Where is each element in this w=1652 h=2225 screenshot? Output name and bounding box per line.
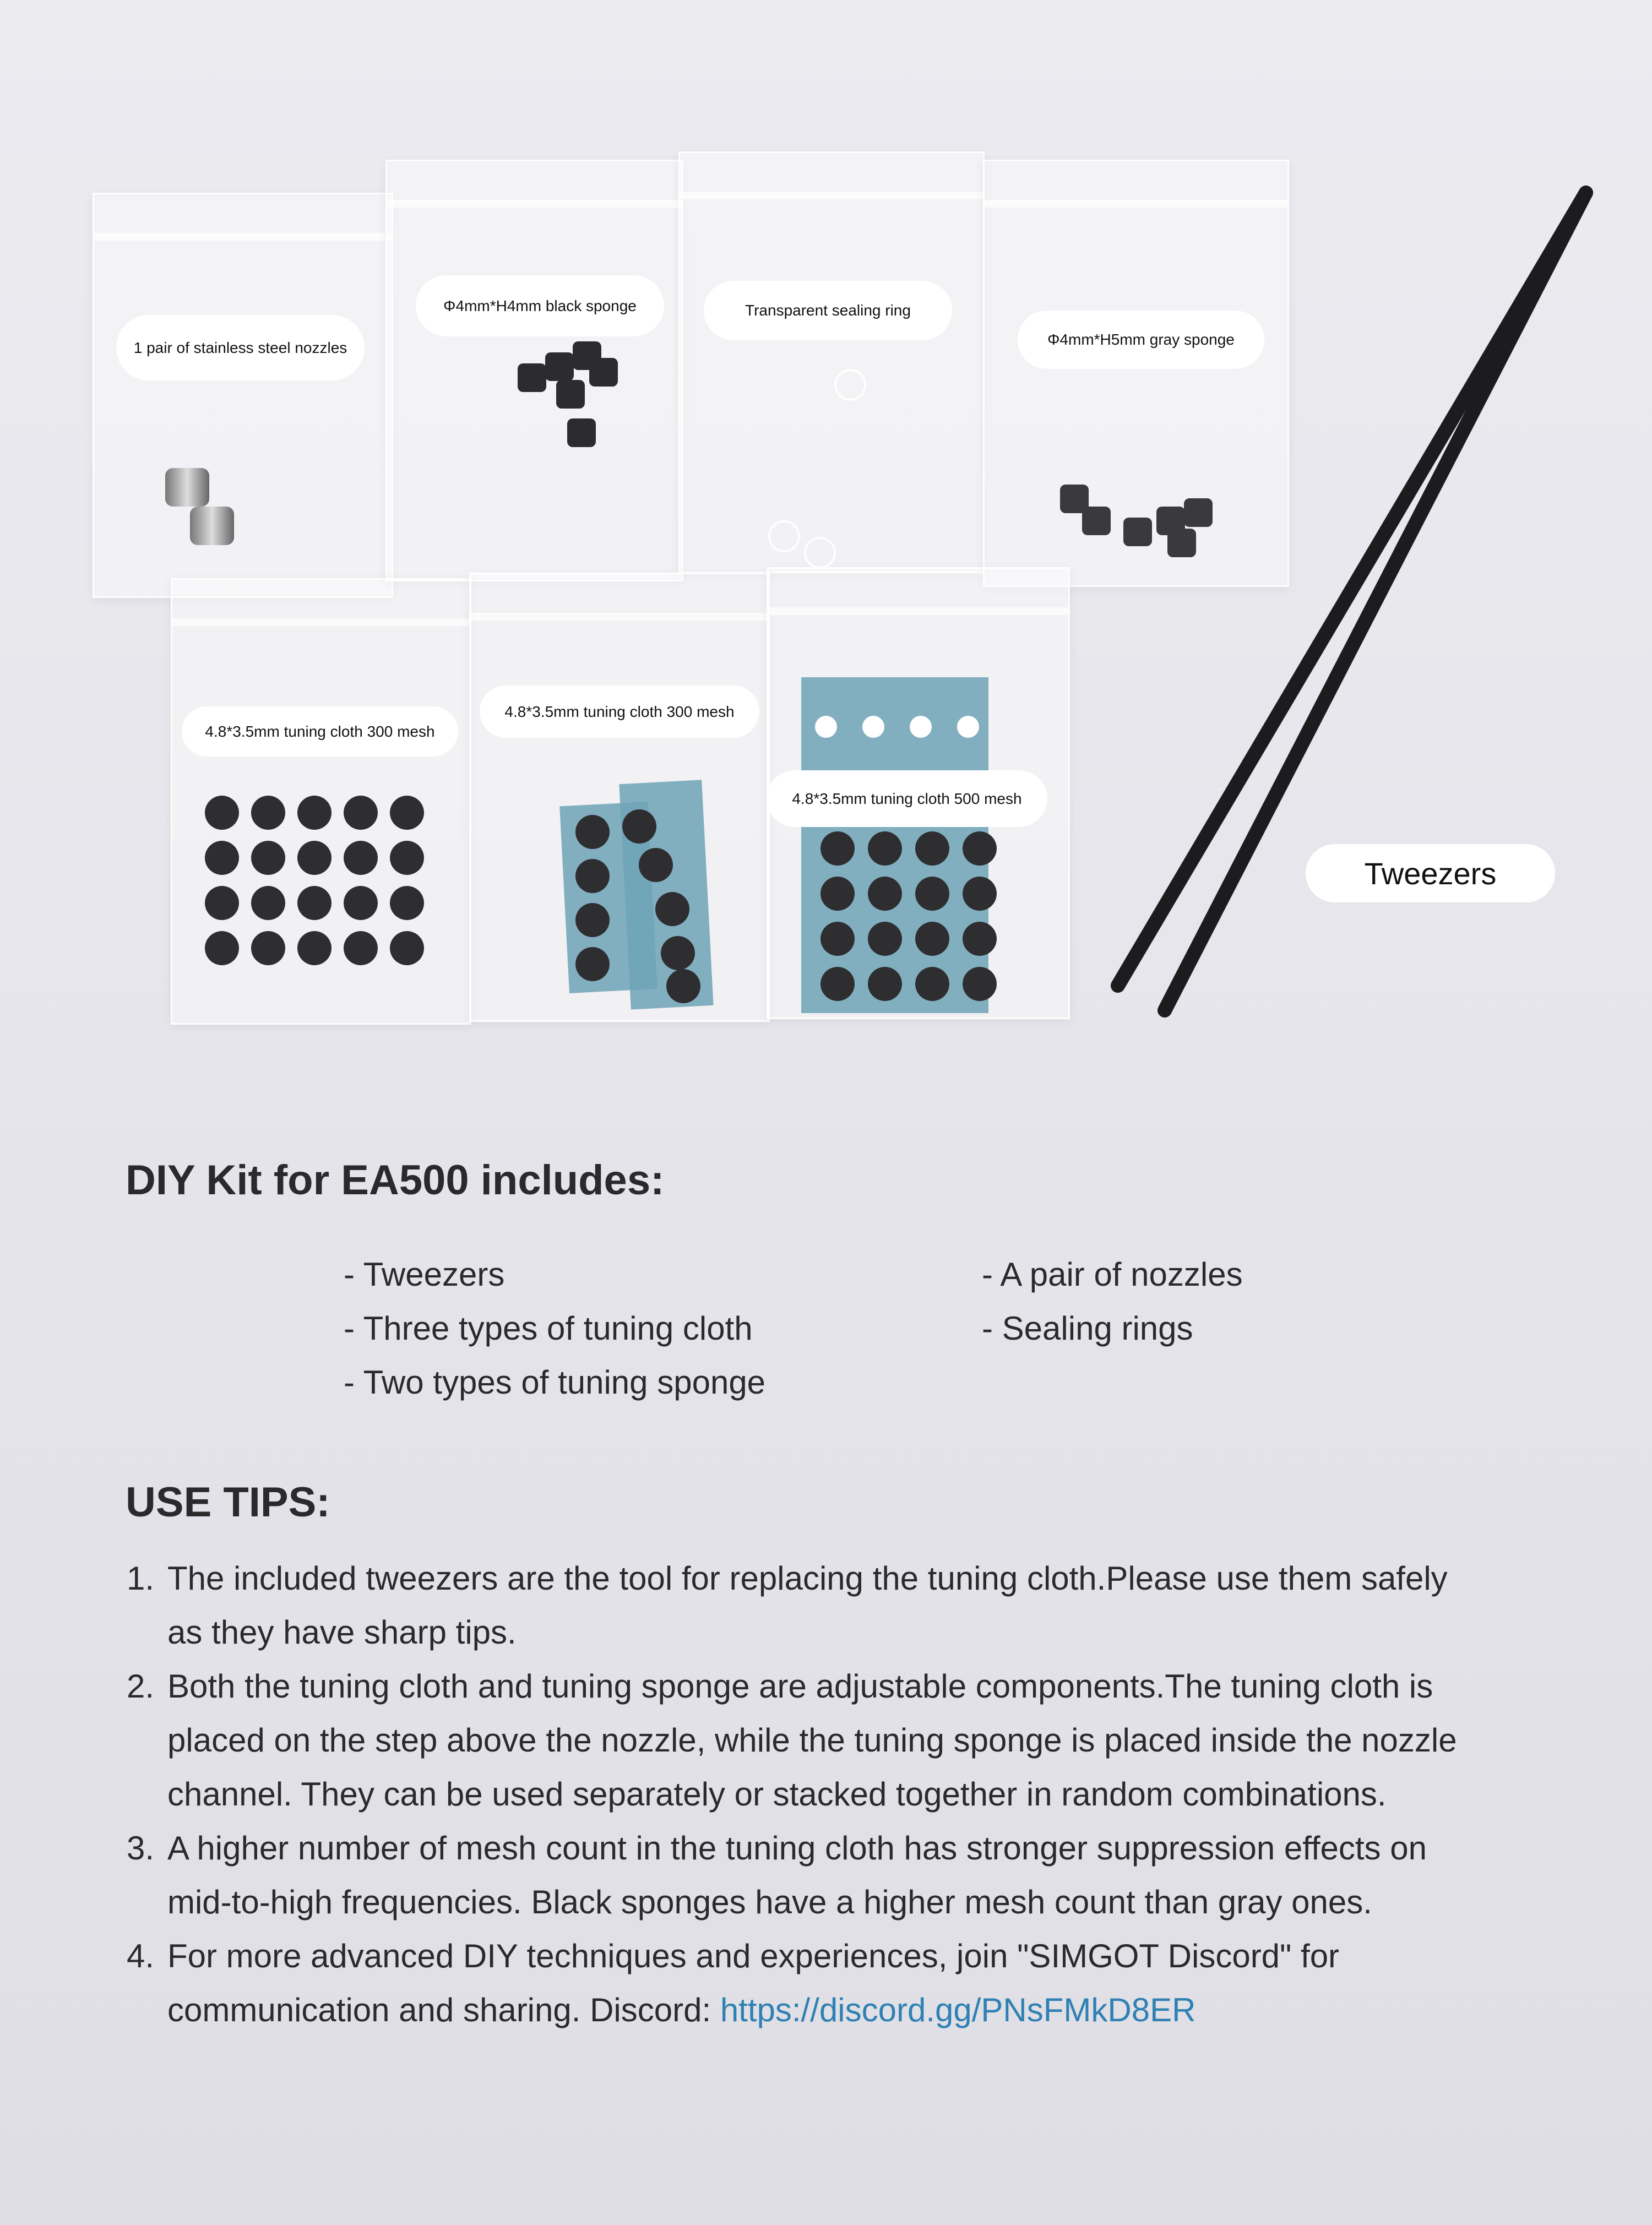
label-cloth-500: 4.8*3.5mm tuning cloth 500 mesh [767,770,1047,827]
tip-text: as they have sharp tips. [167,1614,517,1651]
kit-item: - Two types of tuning sponge [344,1364,766,1401]
label-cloth-300-a: 4.8*3.5mm tuning cloth 300 mesh [182,706,458,757]
tip-text: Both the tuning cloth and tuning sponge are adjustable components.The tuning cloth is [167,1668,1433,1705]
label-sealing-ring: Transparent sealing ring [704,281,952,340]
tip-text: A higher number of mesh count in the tuning cloth has stronger suppression effects on [167,1830,1427,1867]
label-black-sponge: Φ4mm*H4mm black sponge [416,275,664,336]
tip-number: 1. [127,1560,155,1597]
label-cloth-300-b: 4.8*3.5mm tuning cloth 300 mesh [480,686,759,738]
tip-text: The included tweezers are the tool for replacing the tuning cloth.Please use them safely [167,1560,1448,1597]
label-gray-sponge: Φ4mm*H5mm gray sponge [1018,311,1264,369]
tip-text: communication and sharing. Discord: [167,1992,720,2028]
kit-item: - Three types of tuning cloth [344,1310,753,1347]
tip-text: channel. They can be used separately or stacked together in random combinations. [167,1776,1387,1813]
tips-title: USE TIPS: [126,1479,330,1526]
tip-text: mid-to-high frequencies. Black sponges have a higher mesh count than gray ones. [167,1884,1372,1921]
tip-number: 2. [127,1668,155,1705]
tip-number: 4. [127,1938,155,1974]
tip-number: 3. [127,1830,155,1867]
kit-item: - Tweezers [344,1256,505,1293]
label-nozzles: 1 pair of stainless steel nozzles [116,315,365,380]
label-tweezers: Tweezers [1306,844,1555,902]
kit-item: - Sealing rings [982,1310,1193,1347]
tip-text: For more advanced DIY techniques and experiences, join "SIMGOT Discord" for [167,1938,1340,1974]
kit-title: DIY Kit for EA500 includes: [126,1157,665,1204]
tip-text: placed on the step above the nozzle, while the tuning sponge is placed inside the nozzle [167,1722,1457,1759]
discord-link[interactable]: https://discord.gg/PNsFMkD8ER [720,1992,1196,2028]
kit-item: - A pair of nozzles [982,1256,1243,1293]
tip-text [167,1991,1195,2029]
